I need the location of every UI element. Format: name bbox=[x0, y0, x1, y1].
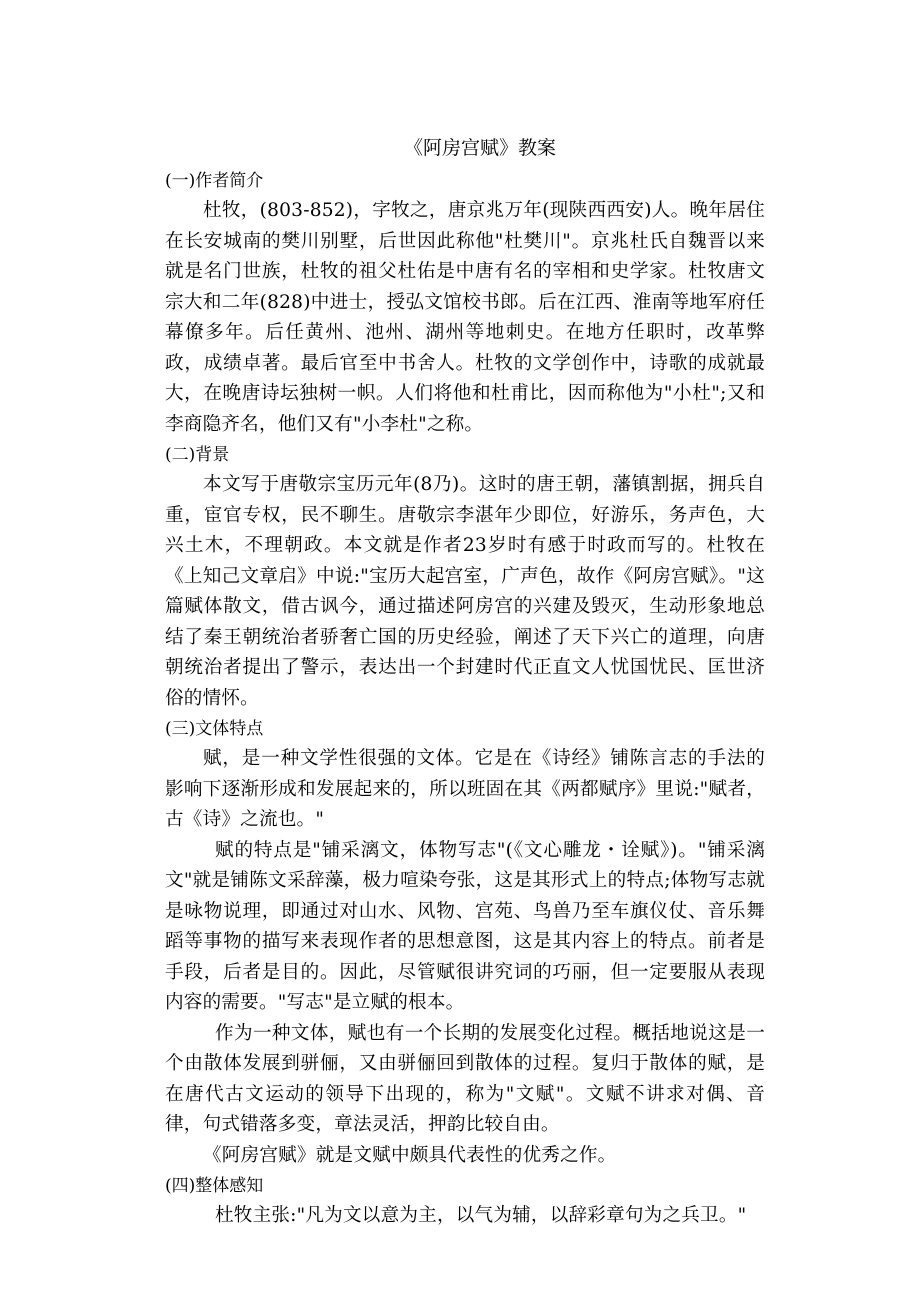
section-overview bbox=[165, 1171, 765, 1232]
paragraph: 本文写于唐敬宗宝历元年(8乃)。这时的唐王朝，藩镇割据，拥兵自重，宦官专权，民不聊生。唐敬宗李湛年少即位，好游乐，务声色，大兴土木，不理朝政。本文就是作者23岁时有感于时政而写的。杜牧在《上知己文章启》中说:"宝历大起宫室，广声色，故作《阿房宫赋》。"这篇赋体散文，借古讽今，通过描述阿房宫的兴建及毁灭，生动形象地总结了秦王朝统治者骄奢亡国的历史经验，阐述了天下兴亡的道理，向唐朝统治者提出了警示，表达出一个封建时代正直文人忧国忧民、匡世济俗的情怀。 bbox=[165, 474, 765, 709]
section-author bbox=[165, 166, 765, 440]
document-page bbox=[165, 132, 765, 1232]
paragraph: 《阿房宫赋》就是文赋中颇具代表性的优秀之作。 bbox=[203, 1144, 617, 1166]
section-heading: (二)背景 bbox=[165, 445, 230, 465]
paragraph: 杜牧主张:"凡为文以意为主，以气为辅，以辞彩章句为之兵卫。" bbox=[215, 1205, 747, 1226]
section-genre bbox=[165, 714, 765, 1171]
section-heading: (四)整体感知 bbox=[165, 1176, 264, 1196]
paragraph: 杜牧，(803-852)，字牧之，唐京兆万年(现陕西西安)人。晚年居住在长安城南的樊川别墅，后世因此称他"杜樊川"。京兆杜氏自魏晋以来就是名门世族，杜牧的祖父杜佑是中唐有名的宰相和史学家。杜牧唐文宗大和二年(828)中进士，授弘文馆校书郎。后在江西、淮南等地军府任幕僚多年。后任黄州、池州、湖州等地刺史。在地方任职时，改革弊政，成绩卓著。最后官至中书舍人。杜牧的文学创作中，诗歌的成就最大，在晚唐诗坛独树一帜。人们将他和杜甫比，因而称他为"小杜";又和李商隐齐名，他们又有"小李杜"之称。 bbox=[165, 200, 765, 435]
document-title: 《阿房宫赋》教案 bbox=[403, 137, 556, 159]
paragraph: 赋，是一种文学性很强的文体。它是在《诗经》铺陈言志的手法的影响下逐渐形成和发展起来的，所以班固在其《两都赋序》里说:"赋者，古《诗》之流也。" bbox=[165, 748, 765, 830]
section-heading: (一)作者简介 bbox=[165, 171, 264, 191]
section-background bbox=[165, 440, 765, 714]
paragraph: 赋的特点是"铺采漓文，体物写志"(《文心雕龙・诠赋》)。"铺采漓文"就是铺陈文采辞藻，极力喧染夸张，这是其形式上的特点;体物写志就是咏物说理，即通过对山水、风物、宫苑、鸟兽乃至车旗仪仗、音乐舞蹈等事物的描写来表现作者的思想意图，这是其内容上的特点。前者是手段，后者是目的。因此，尽管赋很讲究词的巧丽，但一定要服从表现内容的需要。"写志"是立赋的根本。 bbox=[165, 839, 765, 1013]
section-heading: (三)文体特点 bbox=[165, 719, 264, 739]
paragraph: 作为一种文体，赋也有一个长期的发展变化过程。概括地说这是一个由散体发展到骈俪，又由骈俪回到散体的过程。复归于散体的赋，是在唐代古文运动的领导下出现的，称为"文赋"。文赋不讲求对偶、音律，句式错落多变，章法灵活，押韵比较自由。 bbox=[165, 1022, 765, 1135]
